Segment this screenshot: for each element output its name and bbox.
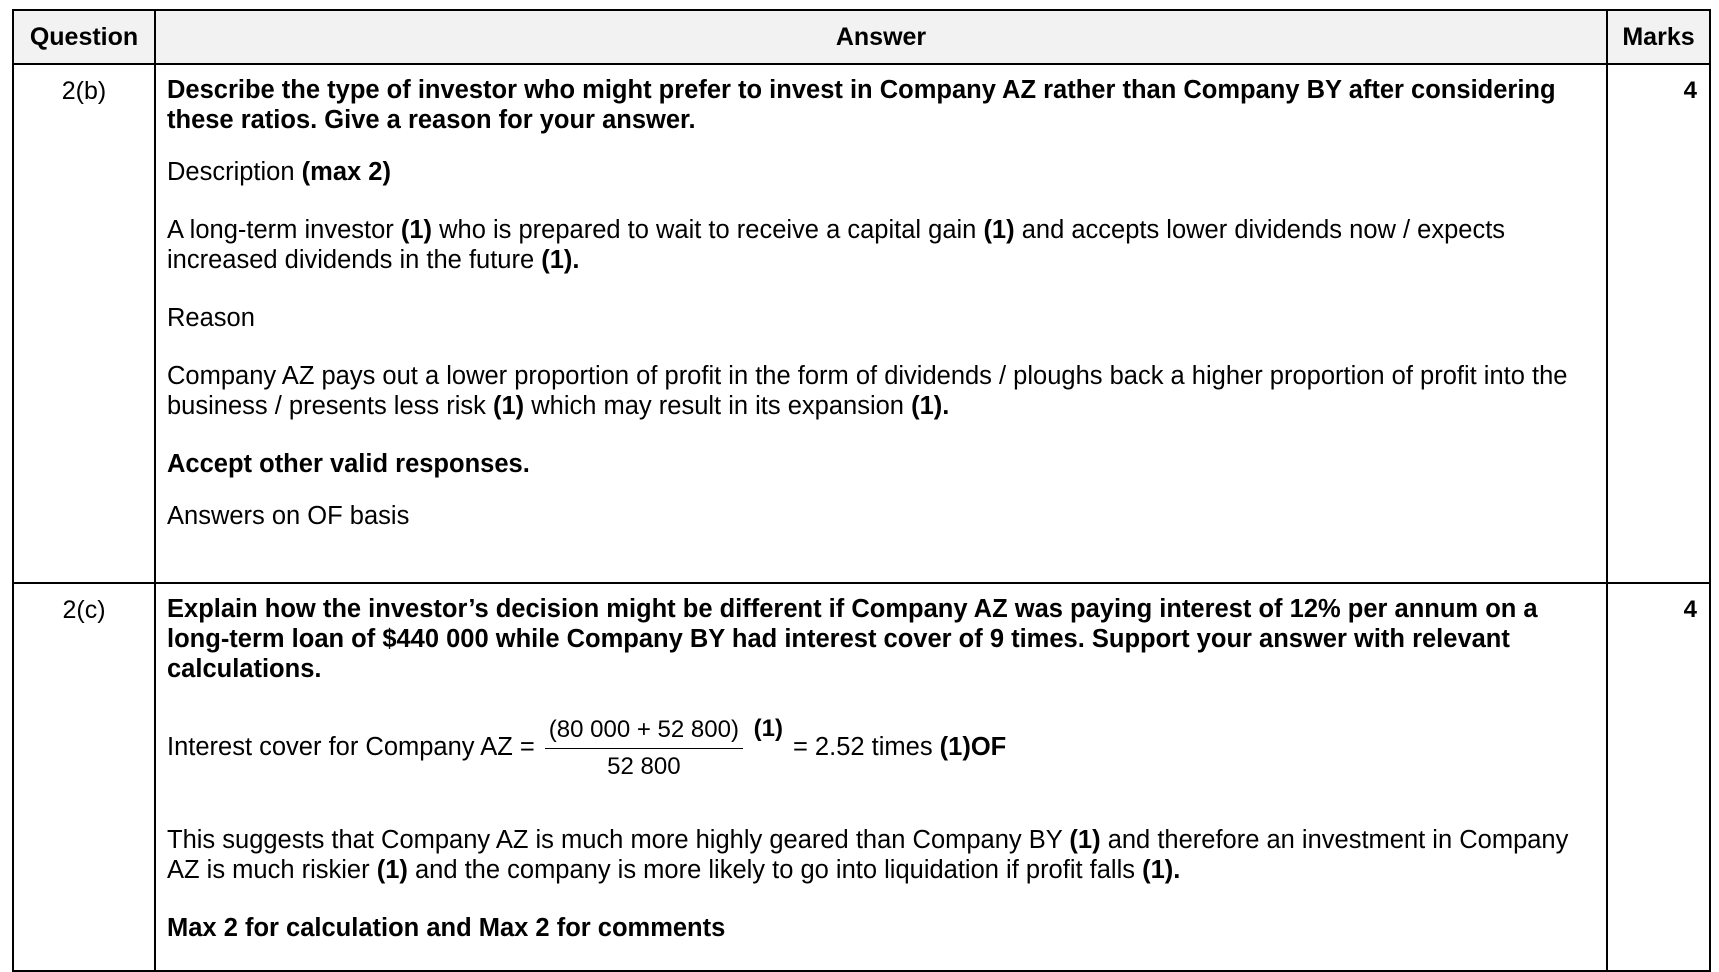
description-part-2: who is prepared to wait to receive a capital gain xyxy=(439,216,977,244)
header-marks: Marks xyxy=(1607,10,1710,64)
question-number-2c: 2(c) xyxy=(13,583,155,971)
description-heading xyxy=(167,157,1596,187)
mark-indicator: (1) xyxy=(983,216,1015,244)
formula-numerator-mark: (1) xyxy=(753,715,783,742)
of-basis-note: Answers on OF basis xyxy=(167,502,410,530)
question-number-2b: 2(b) xyxy=(13,64,155,583)
header-answer: Answer xyxy=(155,10,1607,64)
description-text xyxy=(167,215,1596,275)
reason-part-2: which may result in its expansion xyxy=(531,392,904,420)
mark-indicator: (1). xyxy=(911,392,950,420)
formula-label: Interest cover for Company AZ = xyxy=(167,732,535,761)
interest-cover-formula xyxy=(167,714,1596,779)
formula-result-mark: (1)OF xyxy=(939,732,1007,761)
question-prompt-2b: Describe the type of investor who might prefer to invest in Company AZ rather than Company BY after considering these ratios. Give a reason for your answer. xyxy=(167,76,1556,134)
comment-part-1: This suggests that Company AZ is much more highly geared than Company BY xyxy=(167,826,1063,854)
mark-indicator: (1). xyxy=(541,246,580,274)
table-row-2b xyxy=(13,64,1710,583)
question-prompt-2c: Explain how the investor’s decision might be different if Company AZ was paying interest of 12% per annum on a long-term loan of $440 000 while Company BY had interest cover of 9 times. Support your answer with relevant calculations. xyxy=(167,595,1538,683)
header-row xyxy=(13,10,1710,64)
description-part-1: A long-term investor xyxy=(167,216,394,244)
mark-scheme-table xyxy=(12,9,1711,972)
formula-numerator: (80 000 + 52 800) xyxy=(545,716,743,749)
answer-cell-2c xyxy=(155,583,1607,971)
formula-result: = 2.52 times xyxy=(792,732,933,761)
accept-note: Accept other valid responses. xyxy=(167,450,530,478)
formula-fraction xyxy=(545,715,783,781)
formula-denominator: 52 800 xyxy=(607,753,681,780)
description-max: (max 2) xyxy=(301,158,391,186)
answer-cell-2b xyxy=(155,64,1607,583)
reason-part-1: Company AZ pays out a lower proportion of profit in the form of dividends / ploughs back a higher proportion of profit into the business / presents less risk xyxy=(167,362,1568,420)
description-part-3: and accepts lower dividends now / expects increased dividends in the future xyxy=(167,216,1506,274)
comment-part-2: and therefore an investment in Company AZ is much riskier xyxy=(167,826,1569,884)
mark-indicator: (1) xyxy=(376,856,408,884)
header-question: Question xyxy=(13,10,155,64)
max-marks-note: Max 2 for calculation and Max 2 for comments xyxy=(167,914,726,942)
marks-2b: 4 xyxy=(1607,64,1710,583)
mark-indicator: (1). xyxy=(1142,856,1181,884)
comment-part-3: and the company is more likely to go into liquidation if profit falls xyxy=(414,856,1136,884)
comment-text xyxy=(167,825,1596,885)
mark-indicator: (1) xyxy=(400,216,433,244)
table-row-2c xyxy=(13,583,1710,971)
reason-heading: Reason xyxy=(167,304,255,332)
marks-2c: 4 xyxy=(1607,583,1710,971)
reason-text xyxy=(167,361,1596,421)
mark-indicator: (1) xyxy=(492,392,525,420)
description-label: Description xyxy=(167,158,295,186)
mark-indicator: (1) xyxy=(1069,826,1101,854)
